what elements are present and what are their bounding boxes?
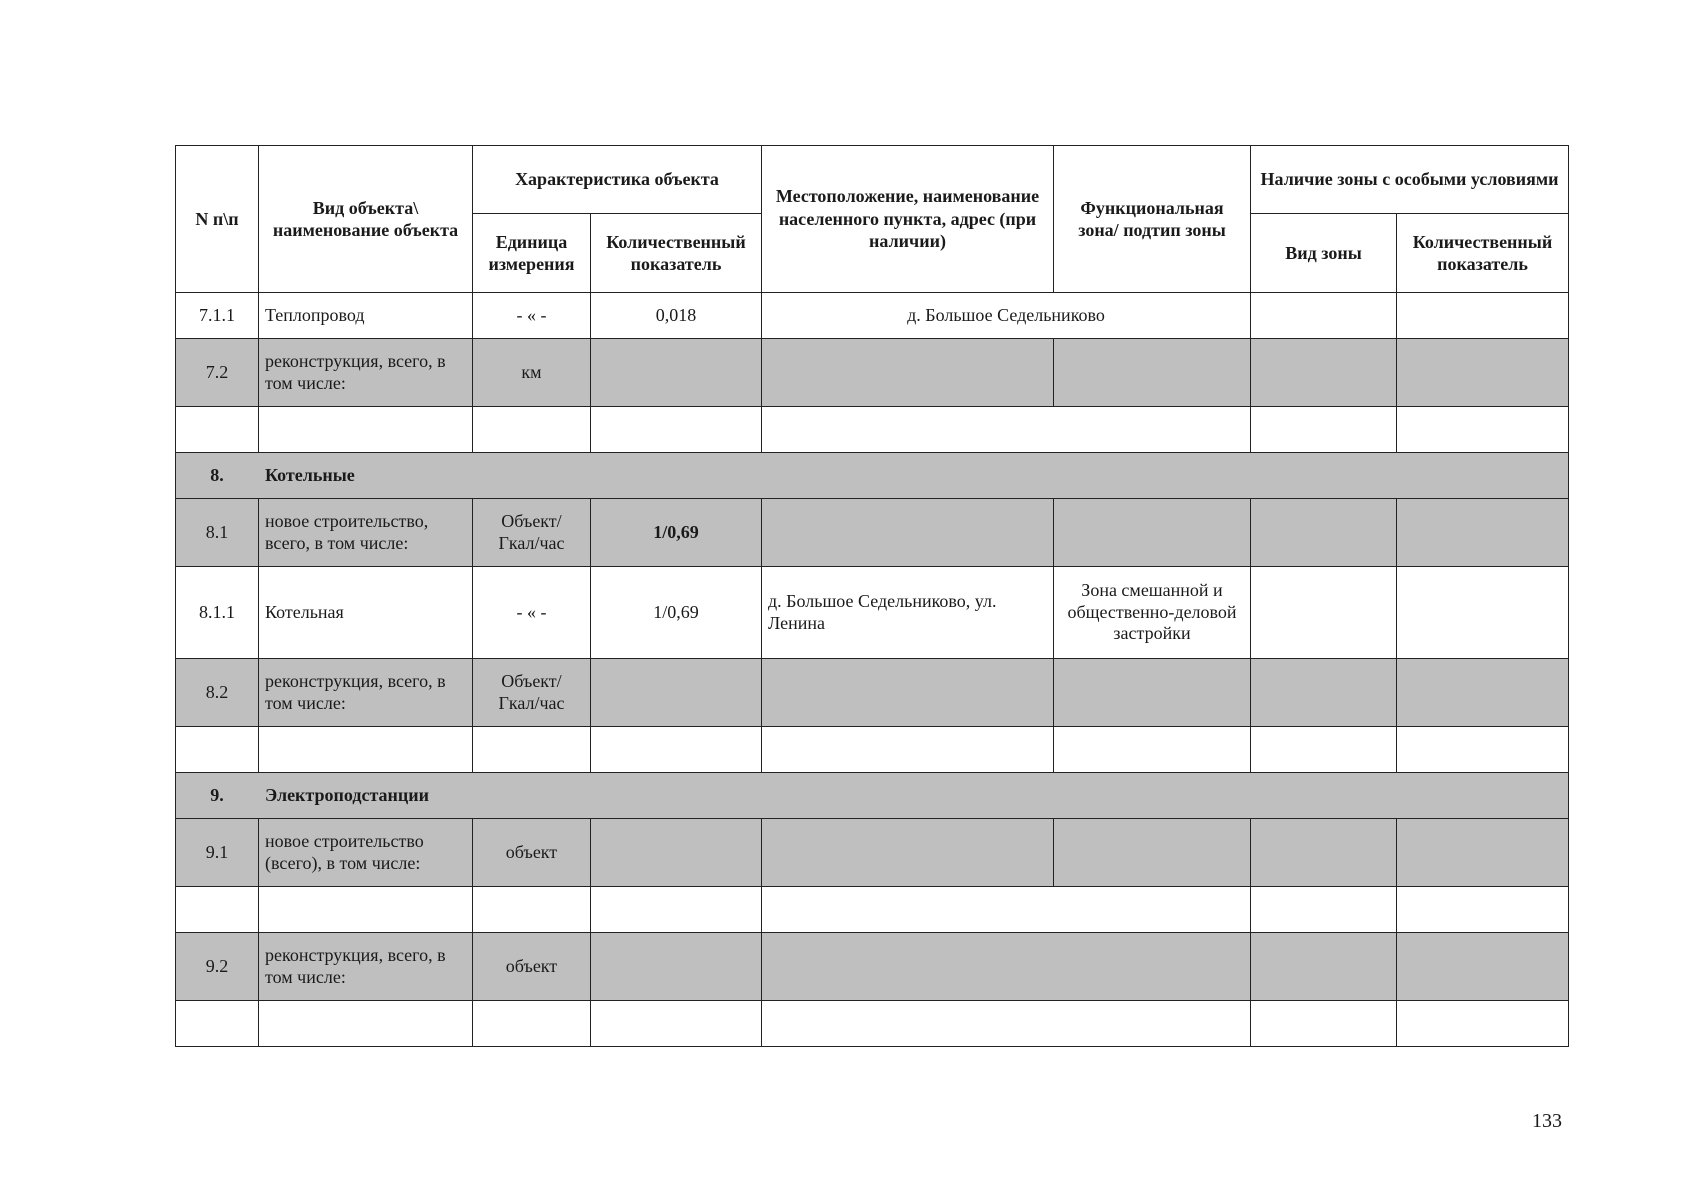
- section-title: Электроподстанции: [259, 773, 1569, 819]
- cell-location: [762, 499, 1054, 567]
- cell-location: д. Большое Седельниково: [762, 293, 1251, 339]
- cell-num: 7.1.1: [176, 293, 259, 339]
- cell-zone: [1054, 819, 1251, 887]
- cell-special-type: [1251, 293, 1397, 339]
- cell-special-type: [1251, 567, 1397, 659]
- cell-name: новое строительство, всего, в том числе:: [259, 499, 473, 567]
- cell-name: реконструкция, всего, в том числе:: [259, 659, 473, 727]
- document-table: [175, 145, 1569, 1047]
- cell-name: Котельная: [259, 567, 473, 659]
- header-special: Наличие зоны с особыми условиями: [1251, 146, 1569, 214]
- cell-unit: км: [473, 339, 591, 407]
- cell-unit: Объект/ Гкал/час: [473, 499, 591, 567]
- cell-special-type: [1251, 819, 1397, 887]
- cell-quantity: 0,018: [591, 293, 762, 339]
- table-row: [176, 499, 1569, 567]
- cell-name: Теплопровод: [259, 293, 473, 339]
- section-title: Котельные: [259, 453, 1569, 499]
- cell-num: 8.1: [176, 499, 259, 567]
- cell-special-quantity: [1397, 339, 1569, 407]
- header-quantity: Количественный показатель: [591, 214, 762, 293]
- header-location: Местоположение, наименование населенного пункта, адрес (при наличии): [762, 146, 1054, 293]
- cell-num: 9.1: [176, 819, 259, 887]
- table-row-empty: [176, 1001, 1569, 1047]
- cell-unit: объект: [473, 933, 591, 1001]
- section-num: 9.: [176, 773, 259, 819]
- header-type: Вид объекта\ наименование объекта: [259, 146, 473, 293]
- cell-special-type: [1251, 659, 1397, 727]
- header-characteristic: Характеристика объекта: [473, 146, 762, 214]
- table-row-empty: [176, 887, 1569, 933]
- table-row-empty: [176, 727, 1569, 773]
- cell-quantity: 1/0,69: [591, 499, 762, 567]
- cell-location: [762, 339, 1054, 407]
- cell-unit: Объект/ Гкал/час: [473, 659, 591, 727]
- cell-special-type: [1251, 499, 1397, 567]
- cell-num: 8.1.1: [176, 567, 259, 659]
- cell-unit: - « -: [473, 293, 591, 339]
- cell-location: [762, 659, 1054, 727]
- cell-special-quantity: [1397, 933, 1569, 1001]
- section-row: [176, 773, 1569, 819]
- cell-name: новое строительство (всего), в том числе:: [259, 819, 473, 887]
- cell-special-quantity: [1397, 293, 1569, 339]
- cell-num: 8.2: [176, 659, 259, 727]
- cell-location: д. Большое Седельниково, ул. Ленина: [762, 567, 1054, 659]
- cell-zone: [1054, 659, 1251, 727]
- cell-special-quantity: [1397, 567, 1569, 659]
- cell-quantity: [591, 659, 762, 727]
- table-row: [176, 819, 1569, 887]
- cell-quantity: [591, 933, 762, 1001]
- cell-special-type: [1251, 339, 1397, 407]
- cell-quantity: 1/0,69: [591, 567, 762, 659]
- header-special-quantity: Количественный показатель: [1397, 214, 1569, 293]
- cell-special-quantity: [1397, 659, 1569, 727]
- cell-special-quantity: [1397, 819, 1569, 887]
- cell-zone: [1054, 499, 1251, 567]
- table-row: [176, 659, 1569, 727]
- header-row-1: [176, 146, 1569, 214]
- header-num: N п\п: [176, 146, 259, 293]
- table-row: [176, 933, 1569, 1001]
- cell-unit: - « -: [473, 567, 591, 659]
- cell-num: 7.2: [176, 339, 259, 407]
- table-row: [176, 567, 1569, 659]
- cell-name: реконструкция, всего, в том числе:: [259, 933, 473, 1001]
- cell-zone: [1054, 339, 1251, 407]
- section-row: [176, 453, 1569, 499]
- table-row-empty: [176, 407, 1569, 453]
- header-unit: Единица измерения: [473, 214, 591, 293]
- cell-special-quantity: [1397, 499, 1569, 567]
- cell-special-type: [1251, 933, 1397, 1001]
- header-zone: Функциональная зона/ подтип зоны: [1054, 146, 1251, 293]
- cell-num: 9.2: [176, 933, 259, 1001]
- table-row: [176, 339, 1569, 407]
- cell-name: реконструкция, всего, в том числе:: [259, 339, 473, 407]
- cell-quantity: [591, 819, 762, 887]
- section-num: 8.: [176, 453, 259, 499]
- header-special-type: Вид зоны: [1251, 214, 1397, 293]
- cell-unit: объект: [473, 819, 591, 887]
- page-number: 133: [1532, 1110, 1562, 1132]
- cell-quantity: [591, 339, 762, 407]
- table-row: [176, 293, 1569, 339]
- cell-location: [762, 933, 1251, 1001]
- cell-location: [762, 819, 1054, 887]
- cell-zone: Зона смешанной и общественно-деловой застройки: [1054, 567, 1251, 659]
